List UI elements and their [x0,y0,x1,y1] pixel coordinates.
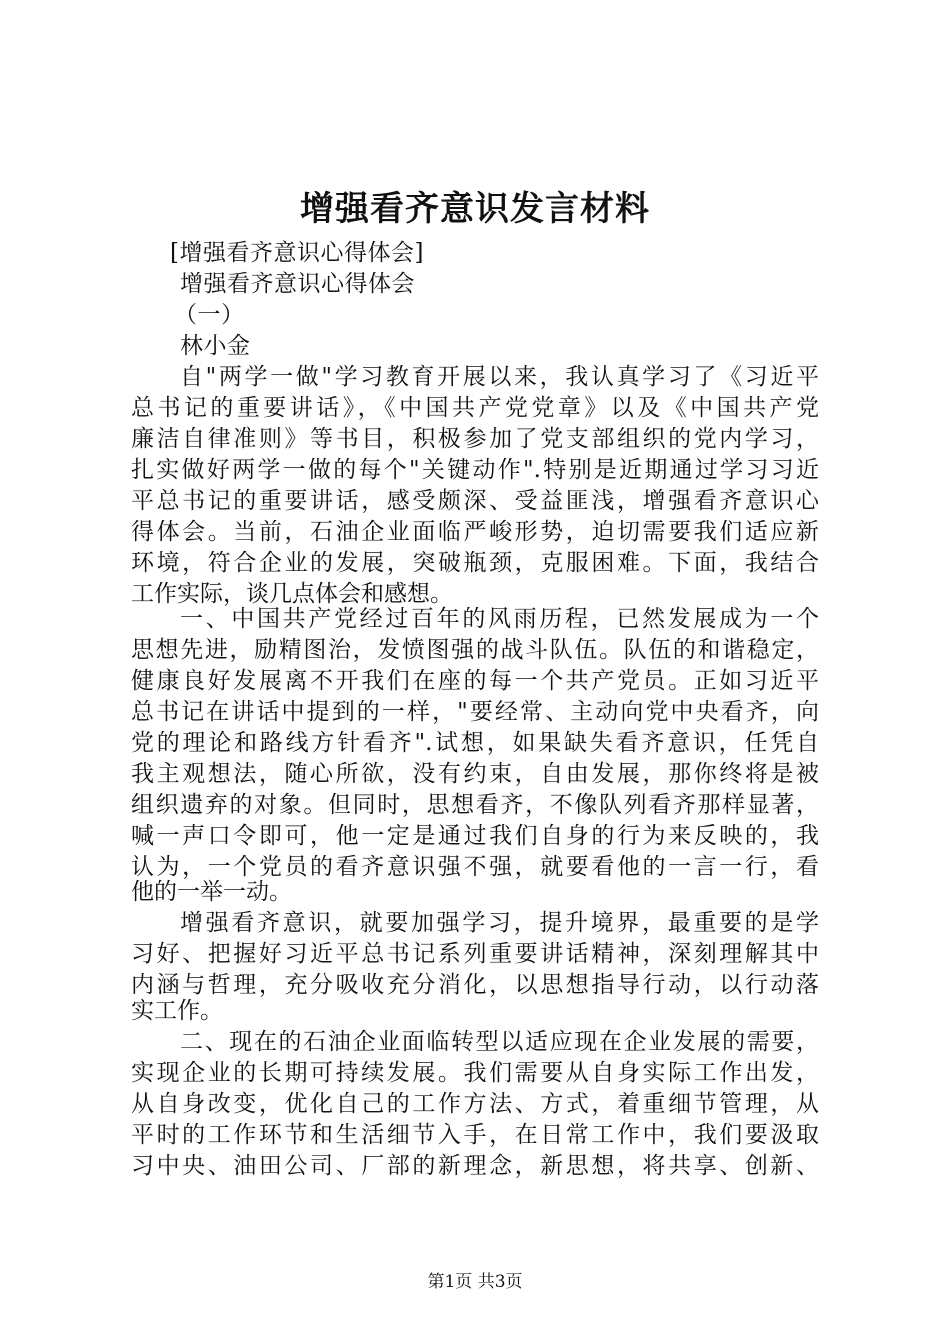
header-line: （一） [174,302,245,328]
paragraph-line: 习中央、油田公司、厂部的新理念，新思想，将共享、创新、 [131,1153,819,1179]
paragraph-line: 思想先进，励精图治，发愤图强的战斗队伍。队伍的和谐稳定， [131,637,819,663]
paragraph-line: 喊一声口令即可，他一定是通过我们自身的行为来反映的，我 [131,823,819,849]
paragraph-line: 扎实做好两学一做的每个"关键动作".特别是近期通过学习习近 [131,457,819,483]
header-line: [增强看齐意识心得体会] [170,240,424,266]
document-title: 增强看齐意识发言材料 [300,189,650,229]
paragraph-line: 我主观想法，随心所欲，没有约束，自由发展，那你终将是被 [131,761,819,787]
header-line: 增强看齐意识心得体会 [180,271,415,297]
page-number-footer: 第1页 共3页 [427,1272,523,1292]
paragraph-line: 平时的工作环节和生活细节入手，在日常工作中，我们要汲取 [131,1122,819,1148]
paragraph-line: 总书记在讲话中提到的一样，"要经常、主动向党中央看齐，向 [131,699,819,725]
paragraph-line: 工作实际，谈几点体会和感想。 [131,581,453,607]
paragraph-line: 习好、把握好习近平总书记系列重要讲话精神，深刻理解其中 [131,941,819,967]
paragraph-line: 健康良好发展离不开我们在座的每一个共产党员。正如习近平 [131,668,819,694]
paragraph-line: 平总书记的重要讲话，感受颇深、受益匪浅，增强看齐意识心 [131,488,819,514]
paragraph-line: 党的理论和路线方针看齐".试想，如果缺失看齐意识，任凭自 [131,730,819,756]
paragraph-line: 一、中国共产党经过百年的风雨历程，已然发展成为一个 [180,606,819,632]
paragraph-line: 二、现在的石油企业面临转型以适应现在企业发展的需要， [180,1029,819,1055]
paragraph-line: 总书记的重要讲话》，《中国共产党党章》以及《中国共产党 [131,395,819,421]
paragraph-line: 得体会。当前，石油企业面临严峻形势，迫切需要我们适应新 [131,519,819,545]
paragraph-line: 认为，一个党员的看齐意识强不强，就要看他的一言一行，看 [131,854,819,880]
paragraph-line: 实现企业的长期可持续发展。我们需要从自身实际工作出发， [131,1060,819,1086]
paragraph-line: 实工作。 [131,998,223,1024]
paragraph-line: 从自身改变，优化自己的工作方法、方式，着重细节管理，从 [131,1091,819,1117]
paragraph-line: 内涵与哲理，充分吸收充分消化，以思想指导行动，以行动落 [131,972,819,998]
author-name: 林小金 [180,333,251,359]
paragraph-line: 自"两学一做"学习教育开展以来，我认真学习了《习近平 [180,364,819,390]
paragraph-line: 组织遗弃的对象。但同时，思想看齐，不像队列看齐那样显著， [131,792,819,818]
paragraph-line: 环境，符合企业的发展，突破瓶颈，克服困难。下面，我结合 [131,550,819,576]
paragraph-line: 他的一举一动。 [131,879,292,905]
paragraph-line: 廉洁自律准则》等书目，积极参加了党支部组织的党内学习， [131,426,819,452]
paragraph-line: 增强看齐意识，就要加强学习，提升境界，最重要的是学 [180,910,819,936]
